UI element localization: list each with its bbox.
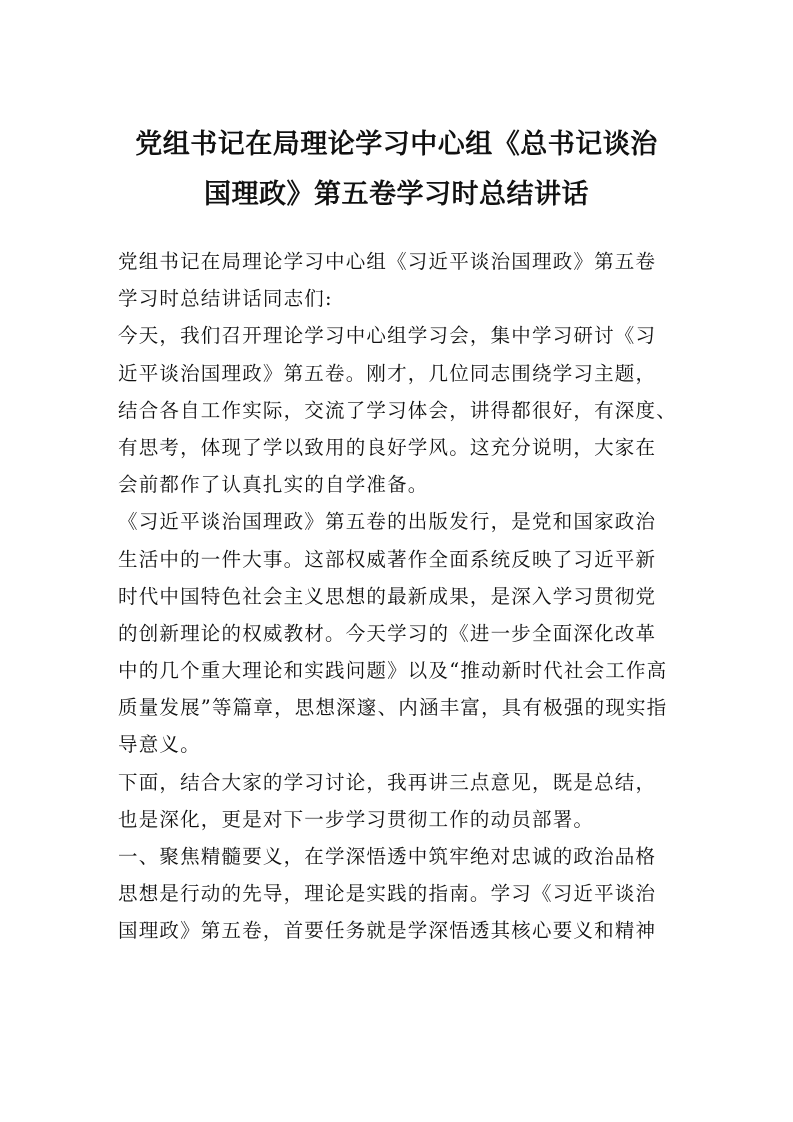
body-line: 近平谈治国理政》第五卷。刚才，几位同志围绕学习主题， (118, 361, 657, 385)
document-body (118, 243, 678, 950)
body-line: 导意义。 (118, 733, 201, 757)
body-line: 有思考，体现了学以致用的良好学风。这充分说明，大家在 (118, 435, 657, 459)
body-line: 的创新理论的权威教材。今天学习的《进一步全面深化改革 (118, 621, 657, 645)
body-line: 时代中国特色社会主义思想的最新成果，是深入学习贯彻党 (118, 584, 657, 608)
body-line: 学习时总结讲话同志们: (118, 287, 333, 311)
body-line: 也是深化，更是对下一步学习贯彻工作的动员部署。 (118, 807, 595, 831)
document-title (100, 120, 693, 220)
title-line-2: 国理政》第五卷学习时总结讲话 (204, 179, 589, 210)
body-line: 生活中的一件大事。这部权威著作全面系统反映了习近平新 (118, 547, 657, 571)
body-line: 下面，结合大家的学习讨论，我再讲三点意见，既是总结， (118, 770, 657, 794)
body-line: 中的几个重大理论和实践问题》以及“推动新时代社会工作高 (118, 659, 668, 683)
body-line: 《习近平谈治国理政》第五卷的出版发行，是党和国家政治 (118, 510, 657, 534)
body-line: 一、聚焦精髓要义，在学深悟透中筑牢绝对忠诚的政治品格 (118, 845, 657, 868)
body-line: 国理政》第五卷，首要任务就是学深悟透其核心要义和精神 (118, 919, 657, 943)
body-line: 今天，我们召开理论学习中心组学习会，集中学习研讨《习 (118, 324, 657, 348)
body-line: 质量发展”等篇章，思想深邃、内涵丰富，具有极强的现实指 (118, 696, 668, 720)
body-line: 会前都作了认真扎实的自学准备。 (118, 473, 429, 497)
body-line: 党组书记在局理论学习中心组《习近平谈治国理政》第五卷 (118, 250, 657, 273)
body-line: 结合各自工作实际，交流了学习体会，讲得都很好，有深度、 (118, 398, 677, 422)
title-line-1: 党组书记在局理论学习中心组《总书记谈治 (135, 129, 658, 160)
body-line: 思想是行动的先导，理论是实践的指南。学习《习近平谈治 (118, 882, 657, 906)
